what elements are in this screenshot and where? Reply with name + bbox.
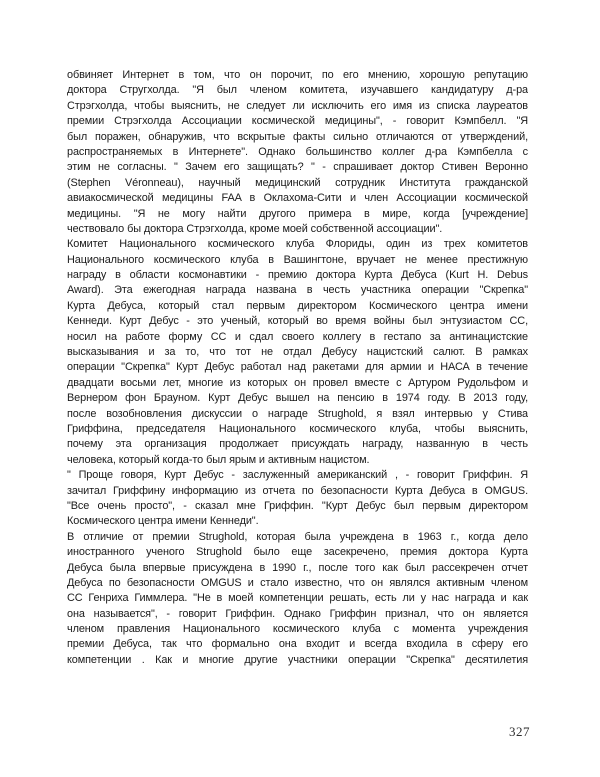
text-line: членом правления Национального космического клуба с момента учреждения xyxy=(67,623,528,636)
text-line: Комитет Национального космического клуба Флориды, один из трех комитетов xyxy=(67,238,528,251)
text-line: Курта Дебуса, который стал первым директором Космического центра имени xyxy=(67,299,528,312)
text-line: Гриффина, председателя Национального космического клуба, чтобы выяснить, xyxy=(67,422,528,435)
text-line: почему эта организация продолжает присуждать награду, названную в честь xyxy=(67,438,528,451)
text-line: был поражен, обнаружив, что вскрытые факты сильно отличаются от утверждений, xyxy=(67,130,528,143)
paragraph xyxy=(67,68,528,237)
text-line: Космического центра имени Кеннеди". xyxy=(67,515,259,528)
text-line: Кеннеди. Курт Дебус - это ученый, который во время войны был энтузиастом СС, xyxy=(67,315,528,328)
text-line: иностранного ученого Strughold было еще засекречено, премия доктора Курта xyxy=(67,546,528,559)
paragraph xyxy=(67,237,528,468)
text-block xyxy=(67,68,528,668)
text-line: СС Генриха Гиммлера. "Не в моей компетенции решать, есть ли у нас награда и как xyxy=(67,592,528,605)
text-line: операции "Скрепка" Курт Дебус работал над ракетами для армии и НАСА в течение xyxy=(67,361,528,374)
text-line: зачитал Гриффину информацию из отчета по безопасности Курта Дебуса в OMGUS. xyxy=(67,484,528,497)
text-line: (Stephen Véronneau), научный медицинский сотрудник Института гражданской xyxy=(67,176,528,189)
text-line: "Все очень просто", - сказал мне Гриффин. "Курт Дебус был первым директором xyxy=(67,499,528,512)
text-line: награду в области космонавтики - премию доктора Курта Дебуса (Kurt H. Debus xyxy=(67,269,528,282)
text-line: Дебуса была впервые присуждена в 1990 г., после того как был рассекречен отчет xyxy=(67,561,528,574)
text-line: компетенции . Как и многие другие участники операции "Скрепка" десятилетия xyxy=(67,653,528,666)
text-line: В отличие от премии Strughold, которая была учреждена в 1963 г., когда дело xyxy=(67,530,528,543)
text-line: чествовало бы доктора Стрэгхолда, кроме моей собственной ассоциации". xyxy=(67,222,443,235)
text-line: Award). Эта ежегодная награда названа в честь участника операции "Скрепка" xyxy=(67,284,528,297)
text-line: доктора Стругхолда. "Я был членом комитета, изучавшего кандидатуру д-ра xyxy=(67,84,528,97)
text-line: человека, который когда-то был ярым и активным нацистом. xyxy=(67,453,370,466)
text-line: премии Стрэгхолда Ассоциации космической медицины", - говорит Кэмпбелл. "Я xyxy=(67,115,528,128)
text-line: высказывания и за то, что тот не отдал Дебусу нацистский салют. В рамках xyxy=(67,346,528,359)
text-line: " Проще говоря, Курт Дебус - заслуженный американский , - говорит Гриффин. Я xyxy=(67,469,528,482)
text-line: она называется", - говорит Гриффин. Однако Гриффин признал, что он является xyxy=(67,607,528,620)
text-line: Вернером фон Брауном. Курт Дебус вышел на пенсию в 1974 году. В 2013 году, xyxy=(67,392,528,405)
paragraph xyxy=(67,530,528,669)
text-line: авиакосмической медицины FAA в Оклахома-Сити и член Ассоциации космической xyxy=(67,192,528,205)
text-line: носил на работе форму СС и сдал своего коллегу в гестапо за антинацистские xyxy=(67,330,528,343)
text-line: Национального космического клуба в Вашингтоне, вручает не менее престижную xyxy=(67,253,528,266)
text-line: медицины. "Я не могу найти другого примера в мире, когда [учреждение] xyxy=(67,207,528,220)
text-line: этим не согласны. " Зачем его защищать? " - спрашивает доктор Стивен Веронно xyxy=(67,161,528,174)
paragraph xyxy=(67,468,528,530)
text-line: премии Дебуса, так что формально она входит и всегда входила в сферу его xyxy=(67,638,528,651)
text-line: Стрэгхолда, чтобы выяснить, не следует ли исключить его имя из списка лауреатов xyxy=(67,99,528,112)
text-line: Дебуса по безопасности OMGUS и стало известно, что он являлся активным членом xyxy=(67,576,528,589)
text-line: двадцати восьми лет, многие из которых он провел вместе с Артуром Рудольфом и xyxy=(67,376,528,389)
text-line: обвиняет Интернет в том, что он порочит, по его мнению, хорошую репутацию xyxy=(67,69,528,81)
page-number: 327 xyxy=(509,724,530,739)
text-line: распространяемых в Интернете". Однако большинство коллег д-ра Кэмпбелла с xyxy=(67,145,528,158)
text-line: после возобновления дискуссии о награде Strughold, я взял интервью у Стива xyxy=(67,407,528,420)
